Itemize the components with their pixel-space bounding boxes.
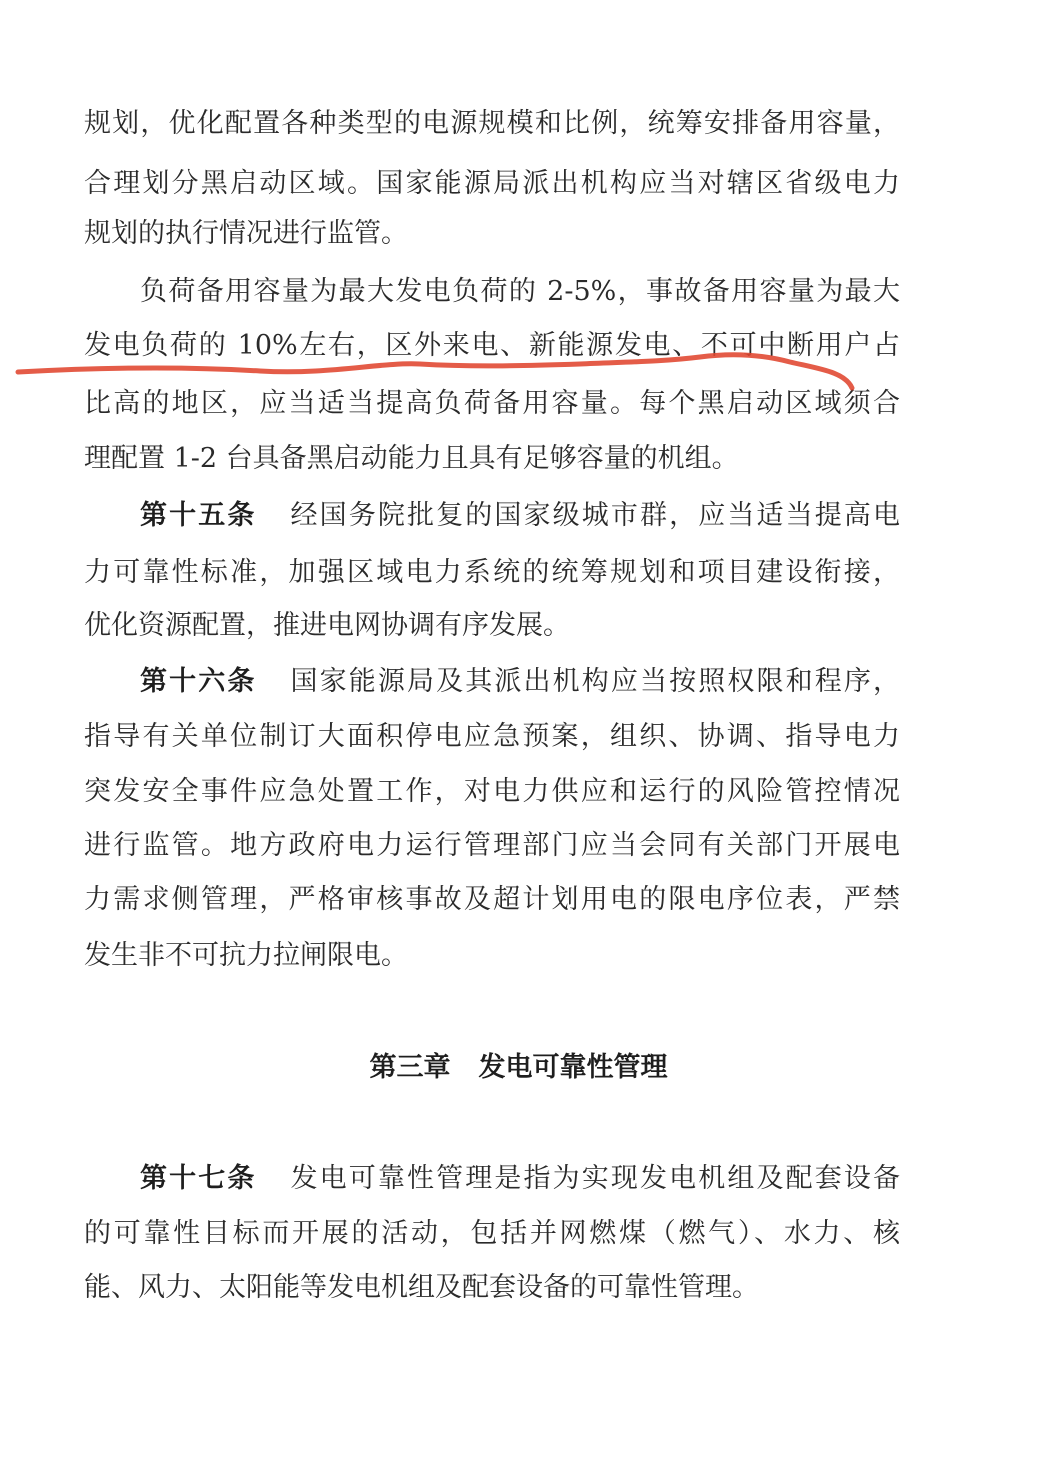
text-line: 负荷备用容量为最大发电负荷的 2-5%，事故备用容量为最大 <box>140 276 900 307</box>
text-line: 能、风力、太阳能等发电机组及配套设备的可靠性管理。 <box>84 1272 759 1303</box>
text-line: 理配置 1-2 台具备黑启动能力且具有足够容量的机组。 <box>84 443 739 474</box>
chapter-heading <box>0 1044 1037 1092</box>
text-line: 指导有关单位制订大面积停电应急预案，组织、协调、指导电力 <box>84 721 900 752</box>
text-line: 规划，优化配置各种类型的电源规模和比例，统筹安排备用容量， <box>84 108 900 139</box>
article-17-first-line <box>140 1155 900 1203</box>
text-line: 突发安全事件应急处置工作，对电力供应和运行的风险管控情况 <box>84 776 900 807</box>
article-15-first-line <box>140 492 900 540</box>
text-line: 的可靠性目标而开展的活动，包括并网燃煤（燃气）、水力、核 <box>84 1218 900 1249</box>
text-line: 力可靠性标准，加强区域电力系统的统筹规划和项目建设衔接， <box>84 557 900 588</box>
text-line: 规划的执行情况进行监管。 <box>84 218 408 249</box>
chapter-title: 发电可靠性管理 <box>478 1052 668 1083</box>
article-16-first-line <box>140 658 900 706</box>
text-line: 经国务院批复的国家级城市群，应当适当提高电 <box>290 500 900 531</box>
text-line: 合理划分黑启动区域。国家能源局派出机构应当对辖区省级电力 <box>84 168 900 199</box>
article-number: 第十五条 <box>140 500 257 531</box>
text-line: 国家能源局及其派出机构应当按照权限和程序， <box>290 666 900 697</box>
text-line: 发电可靠性管理是指为实现发电机组及配套设备 <box>290 1163 900 1194</box>
article-number: 第十六条 <box>140 666 257 697</box>
text-line: 优化资源配置，推进电网协调有序发展。 <box>84 610 570 641</box>
text-line: 发生非不可抗力拉闸限电。 <box>84 940 408 971</box>
article-number: 第十七条 <box>140 1163 257 1194</box>
chapter-number: 第三章 <box>369 1052 451 1083</box>
text-line: 进行监管。地方政府电力运行管理部门应当会同有关部门开展电 <box>84 830 900 861</box>
text-line: 力需求侧管理，严格审核事故及超计划用电的限电序位表，严禁 <box>84 884 900 915</box>
text-line: 比高的地区，应当适当提高负荷备用容量。每个黑启动区域须合 <box>84 388 900 419</box>
text-line: 发电负荷的 10%左右，区外来电、新能源发电、不可中断用户占 <box>84 330 900 361</box>
